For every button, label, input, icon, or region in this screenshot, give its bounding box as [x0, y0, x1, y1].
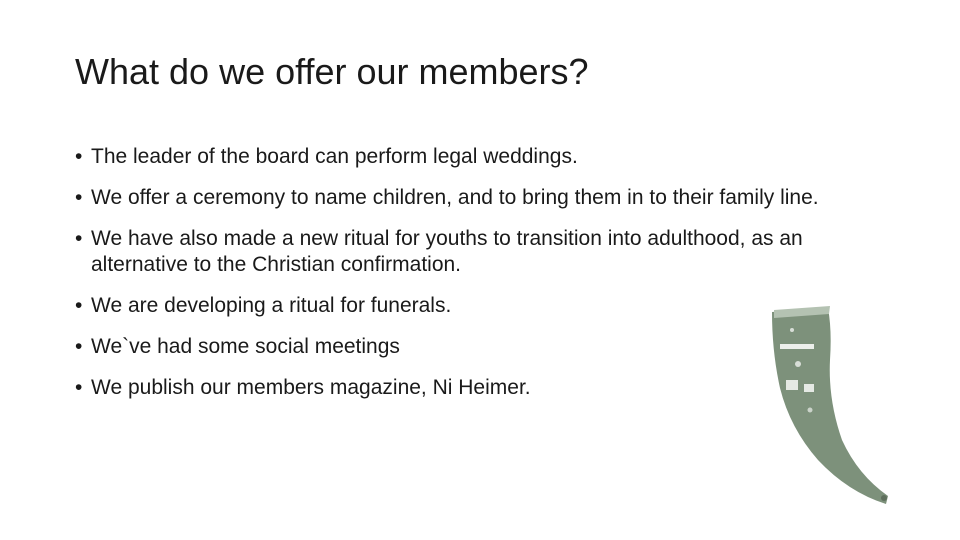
bullet-dot: • — [75, 294, 83, 317]
bullet-dot: • — [75, 186, 83, 209]
horn-band — [804, 384, 814, 392]
horn-mark — [790, 328, 794, 332]
bullet-text: We have also made a new ritual for youths to transition into adulthood, as an alternative to the Christian confirmation. — [91, 227, 803, 276]
bullet-item-social-meetings — [75, 334, 875, 360]
bullet-item-weddings — [75, 144, 875, 170]
horn-mark — [808, 408, 813, 413]
horn-mark — [795, 361, 801, 367]
bullet-dot: • — [75, 335, 83, 358]
bullet-text: We publish our members magazine, Ni Heimer. — [91, 376, 531, 399]
horn-band — [780, 344, 814, 349]
bullet-text: We are developing a ritual for funerals. — [91, 294, 452, 317]
bullet-item-naming-ceremony — [75, 185, 875, 211]
bullet-item-funerals — [75, 293, 875, 319]
horn-tip — [881, 495, 887, 501]
bullet-dot: • — [75, 376, 83, 399]
bullet-text: We`ve had some social meetings — [91, 335, 400, 358]
bullet-text: We offer a ceremony to name children, and to bring them in to their family line. — [91, 186, 819, 209]
bullet-dot: • — [75, 227, 83, 250]
horn-band — [786, 380, 798, 390]
horn-body — [772, 308, 888, 504]
drinking-horn-icon — [760, 300, 900, 510]
bullet-text: The leader of the board can perform legal weddings. — [91, 145, 578, 168]
bullet-item-magazine — [75, 375, 875, 401]
bullet-item-youth-ritual — [75, 226, 875, 278]
bullet-dot: • — [75, 145, 83, 168]
slide-title: What do we offer our members? — [75, 51, 589, 92]
bullet-list — [75, 144, 875, 416]
